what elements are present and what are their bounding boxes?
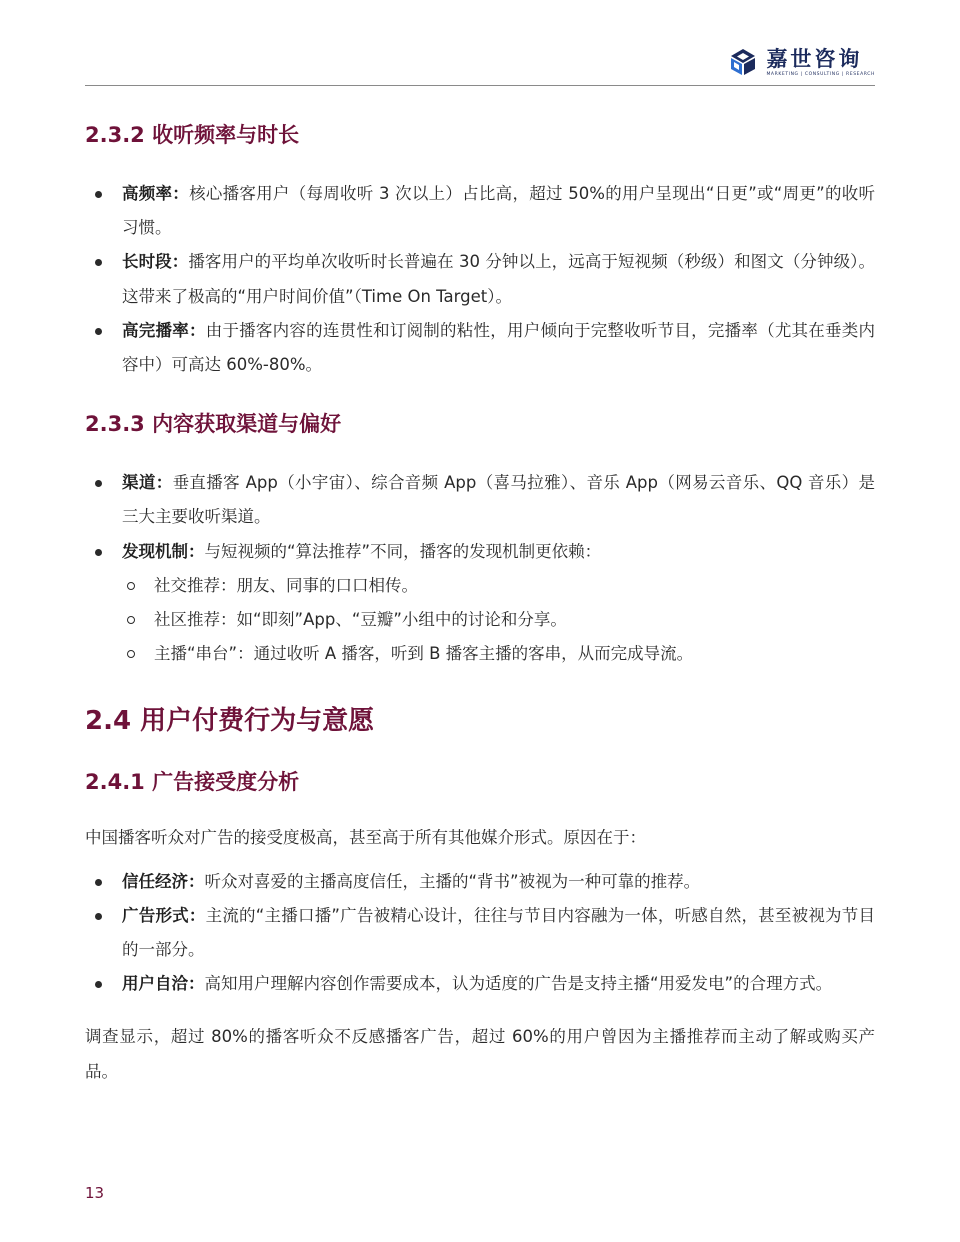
sub-list-item: 主播“串台”：通过收听 A 播客，听到 B 播客主播的客串，从而完成导流。 (85, 637, 875, 671)
list-listening-frequency (85, 177, 875, 382)
item-text: 垂直播客 App（小宇宙）、综合音频 App（喜马拉雅）、音乐 App（网易云音乐、QQ 音乐）是三大主要收听渠道。 (122, 473, 875, 527)
item-text: 高知用户理解内容创作需要成本，认为适度的广告是支持主播“用爱发电”的合理方式。 (204, 974, 833, 994)
list-item (85, 466, 875, 534)
cube-logo-icon (728, 47, 758, 77)
item-label: 发现机制： (122, 541, 205, 561)
item-label: 用户自洽： (122, 974, 205, 994)
list-ad-acceptance (85, 865, 875, 1002)
list-item (85, 535, 875, 569)
item-text: 播客用户的平均单次收听时长普遍在 30 分钟以上，远高于短视频（秒级）和图文（分钟级）。这带来了极高的“用户时间价值”（Time On Target）。 (122, 252, 875, 306)
logo-tagline: MARKETING | CONSULTING | RESEARCH (766, 72, 875, 77)
page-content (85, 118, 875, 1089)
list-item (85, 177, 875, 245)
section-title-2-4-1: 2.4.1 广告接受度分析 (85, 770, 300, 795)
item-label: 高频率： (122, 184, 190, 203)
item-text: 核心播客用户（每周收听 3 次以上）占比高，超过 50%的用户呈现出“日更”或“周更”的收听习惯。 (122, 184, 875, 238)
item-text: 听众对喜爱的主播高度信任，主播的“背书”被视为一种可靠的推荐。 (204, 871, 701, 891)
item-label: 长时段： (122, 252, 189, 272)
list-item (85, 865, 875, 899)
item-label: 信任经济： (122, 871, 205, 891)
sub-list-item: 社交推荐：朋友、同事的口口相传。 (85, 569, 875, 603)
page-number: 13 (85, 1184, 105, 1202)
page-header (85, 40, 875, 86)
section-title-2-4: 2.4 用户付费行为与意愿 (85, 706, 375, 737)
item-label: 广告形式： (122, 905, 206, 925)
list-item (85, 314, 875, 382)
list-content-channels (85, 466, 875, 671)
item-text: 由于播客内容的连贯性和订阅制的粘性，用户倾向于完整收听节目，完播率（尤其在垂类内容中）可高达 60%-80%。 (122, 320, 876, 375)
list-item (85, 967, 875, 1001)
section-title-2-3-2: 2.3.2 收听频率与时长 (85, 123, 300, 147)
list-item (85, 899, 875, 967)
item-label: 渠道： (122, 473, 173, 493)
item-label: 高完播率： (122, 320, 206, 340)
intro-paragraph: 中国播客听众对广告的接受度极高，甚至高于所有其他媒介形式。原因在于： (85, 828, 646, 848)
company-logo (728, 44, 875, 80)
logo-name: 嘉世咨询 (766, 47, 863, 71)
item-text: 与短视频的“算法推荐”不同，播客的发现机制更依赖： (204, 541, 602, 561)
list-item (85, 245, 875, 313)
sub-list-item: 社区推荐：如“即刻”App、“豆瓣”小组中的讨论和分享。 (85, 603, 875, 637)
item-text: 主流的“主播口播”广告被精心设计，往往与节目内容融为一体，听感自然，甚至被视为节目的一部分。 (122, 905, 875, 960)
section-title-2-3-3: 2.3.3 内容获取渠道与偏好 (85, 412, 342, 437)
survey-paragraph: 调查显示，超过 80%的播客听众不反感播客广告，超过 60%的用户曾因为主播推荐而主动了解或购买产品。 (85, 1027, 875, 1081)
